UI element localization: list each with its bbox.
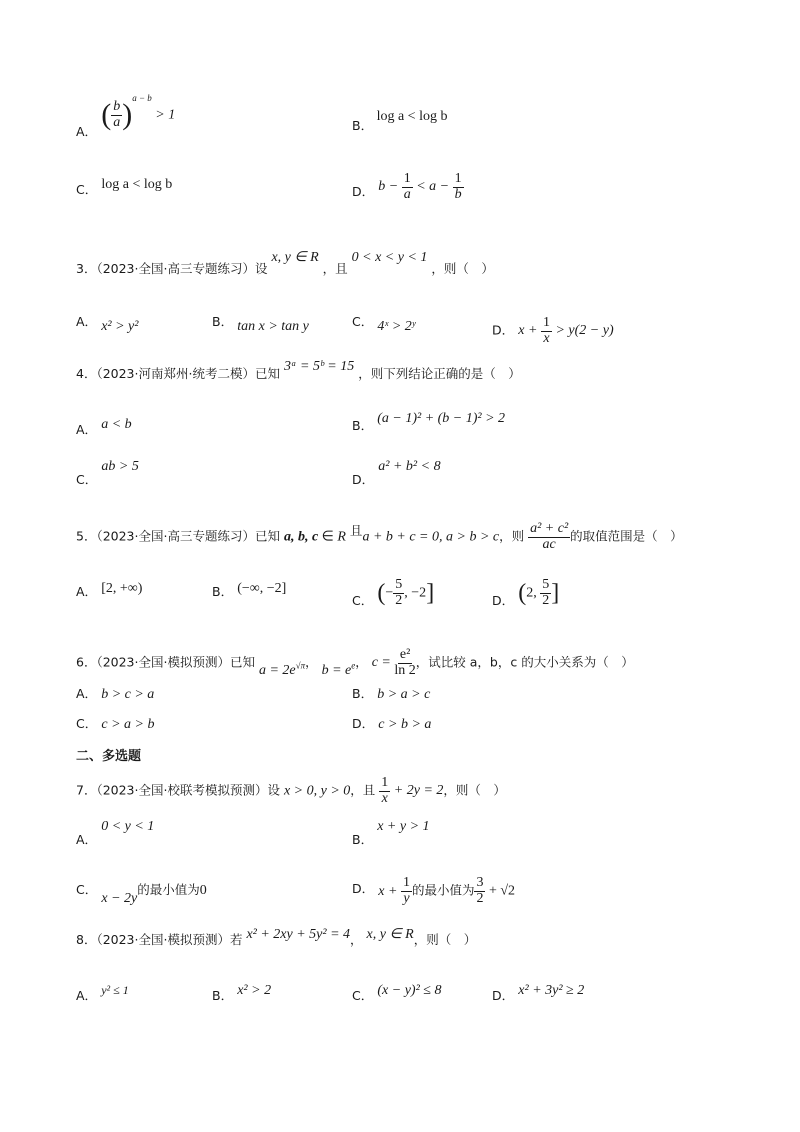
q2-c-formula: log a < log b [101,177,173,192]
q7-option-a: A． 0 < y < 1 [76,819,155,847]
q2-b-formula: log a < log b [376,109,448,124]
q7-option-d: D． x + $\frac{1}{y}$ 的最小值为 $\frac{3}{2}$ + √2 [352,875,516,906]
q8-option-b: B． x² > 2 [212,983,272,1003]
q6-option-d: D． c > b > a [352,716,432,732]
q5-option-b: B． (−∞, −2] [212,581,287,599]
q7-option-b: B． x + y > 1 [352,819,430,847]
q3-option-a: A． x² > y² [76,314,139,334]
q2-option-d: D． b − $\frac{1}{a}$ < a − $\frac{1}{b}$ [352,171,462,202]
q4-option-a: A． a < b [76,417,132,437]
q2-option-a: A． ( $\frac{b}{a}$ )$^{a - b}$ > 1 [76,92,176,140]
q7-option-c: C． x − 2y的最小值为0 [76,882,207,906]
q6-option-c: C． c > a > b [76,716,155,732]
q8-stem: 8．（2023·全国·模拟预测）若 x² + 2xy + 5y² = 4， x, y ∈ R，则（ ） [76,927,477,947]
q6-option-a: A． b > c > a [76,686,155,702]
q4-option-b: B． (a − 1)² + (b − 1)² > 2 [352,411,506,433]
q3-option-b: B． tan x > tan y [212,314,309,334]
q5-option-d: D． (2, $\frac{5}{2}$ ] [492,577,560,608]
q4-stem: 4．（2023·河南郑州·统考二模）已知 3ᵃ = 5ᵇ = 15 ，则下列结论正确的是（ ） [76,359,521,381]
q2-option-b: B． log a < log b [352,109,448,133]
q5-option-a: A． [2, +∞) [76,581,143,599]
q5-fraction: $\frac{\text{a² + c²}}{ac}$ [530,521,569,552]
q5-option-c: C． (− $\frac{5}{2}$ , −2] [352,577,435,608]
q5-stem: 5．（2023·全国·高三专题练习）已知 a, b, c ∈ R 且a + b + c = 0, a > b > c，则 $\frac{\text{a² + c²}}{ac}$ 的取值范围是（ ） [76,521,683,552]
q2-d-formula: b − $\frac{1}{a}$ < a − $\frac{1}{b}$ [378,171,462,202]
q8-option-c: C． (x − y)² ≤ 8 [352,983,442,1003]
q2-a-formula: ( $\frac{b}{a}$ )$^{a - b}$ > 1 [101,92,176,132]
q2-option-c: C． log a < log b [76,177,173,197]
q4-option-d: D． a² + b² < 8 [352,459,441,487]
q3-option-d: D． x + $\frac{1}{x}$ > y(2 − y) [492,315,614,346]
q3-option-c: C． 4ˣ > 2ʸ [352,314,416,334]
q8-option-a: A． y² ≤ 1 [76,983,129,1003]
q8-option-d: D． x² + 3y² ≥ 2 [492,983,585,1003]
q4-option-c: C． ab > 5 [76,459,139,487]
q7-stem: 7．（2023·全国·校联考模拟预测）设 x > 0, y > 0，且 $\frac{1}{x}$ + 2y = 2，则（ ） [76,775,506,806]
q3-stem: 3．（2023·全国·高三专题练习）设 x, y ∈ R ，且 0 < x < y < 1 ，则（ ） [76,250,494,276]
q6-stem: 6．（2023·全国·模拟预测）已知 $a = 2e^{√\pi}$， $b = e^e$， c = $\frac{\text{e²}}{\ln 2}$ ，试比较 a，b，c 的大小关系为（ ） [76,647,634,679]
section-heading: 二、多选题 [76,749,142,764]
q6-option-b: B． b > a > c [352,686,431,702]
